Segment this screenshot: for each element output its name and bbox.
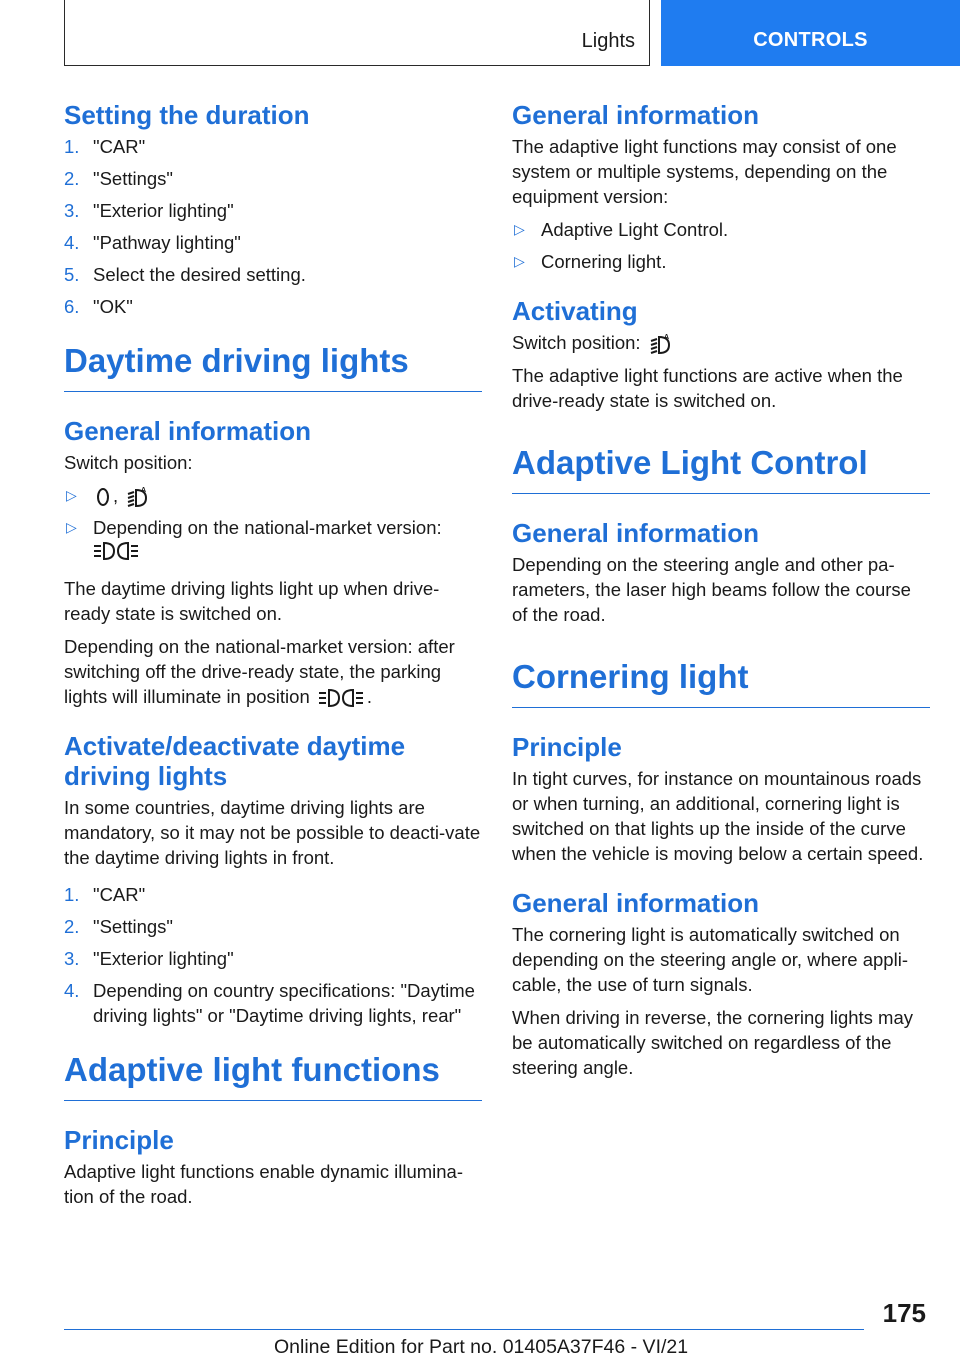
footer-edition: Online Edition for Part no. 01405A37F46 - VI/21	[274, 1336, 689, 1358]
list-item: 1. "CAR"	[64, 136, 146, 157]
adaptive-functions-title: Adaptive light functions	[64, 1050, 482, 1101]
svg-text:A: A	[141, 487, 147, 495]
list-item: ▷ Depending on the national-market version:	[64, 515, 482, 568]
list-item: 1. "CAR"	[64, 884, 146, 906]
right-column	[512, 100, 930, 1088]
header-box	[64, 0, 650, 66]
setting-duration-heading: Setting the duration	[64, 100, 310, 130]
adaptive-general-heading: General information	[512, 100, 760, 130]
list-item: 3. "Exterior lighting"	[64, 948, 234, 970]
cornering-para-1: The cornering light is automatically switched on depending on the steering angle or, where appli-cable, the use of turn signals.	[512, 924, 908, 996]
daytime-para-2: Depending on the national-market version: after switching off the drive-ready state, the parking lights will illuminate in position .	[64, 634, 482, 709]
daytime-lights-title: Daytime driving lights	[64, 341, 482, 392]
activating-para: The adaptive light functions are active when the drive-ready state is switched on.	[512, 365, 903, 412]
alc-title: Adaptive Light Control	[512, 443, 930, 494]
cornering-principle-para: In tight curves, for instance on mountainous roads or when turning, an additional, cornering light is switched on that lights up the inside of the curve when the vehicle is moving below a certain speed.	[512, 768, 924, 865]
header-section-title: Lights	[581, 30, 635, 52]
triangle-bullet-icon: ▷	[66, 519, 77, 536]
cornering-principle-heading: Principle	[512, 732, 622, 763]
list-item: ▷ Adaptive Light Control.	[514, 219, 729, 240]
automatic-headlight-icon	[126, 486, 150, 508]
adaptive-principle-para: Adaptive light functions enable dynamic illumina-tion of the road.	[64, 1161, 463, 1208]
alc-para: Depending on the steering angle and other pa-rameters, the laser high beams follow the course of the road.	[512, 554, 911, 626]
list-item: ▷ , A	[64, 483, 482, 508]
list-item: ▷ Cornering light.	[514, 251, 667, 272]
list-item: 4. Depending on country specifications: "Daytime driving lights" or "Daytime driving lights, rear"	[64, 980, 475, 1027]
adaptive-principle-heading: Principle	[64, 1125, 174, 1156]
daytime-activate-heading: Activate/deactivate daytime driving lights	[64, 731, 406, 792]
parking-lights-icon	[93, 540, 139, 562]
activating-heading: Activating	[512, 296, 638, 326]
triangle-bullet-icon: ▷	[514, 221, 525, 237]
page-number: 175	[882, 1298, 926, 1328]
list-item: 4. "Pathway lighting"	[64, 232, 241, 253]
svg-text:A: A	[663, 334, 669, 342]
parking-lights-icon	[318, 687, 364, 709]
list-item: 2. "Settings"	[64, 168, 173, 189]
daytime-activate-para: In some countries, daytime driving lights are mandatory, so it may not be possible to deacti-vate the daytime driving lights in front.	[64, 797, 481, 869]
footer-divider	[64, 1329, 864, 1330]
daytime-activate-steps	[64, 882, 482, 1028]
alc-general-heading: General information	[512, 518, 760, 549]
switch-zero-icon	[96, 487, 110, 507]
cornering-para-2: When driving in reverse, the cornering lights may be automatically switched on regardless of the steering angle.	[512, 1007, 914, 1079]
cornering-general-heading: General information	[512, 888, 760, 919]
activating-switch-position: Switch position: A	[512, 330, 930, 355]
cornering-title: Cornering light	[512, 657, 930, 708]
triangle-bullet-icon: ▷	[66, 487, 77, 503]
daytime-switch-position-label: Switch position:	[64, 452, 193, 473]
automatic-headlight-icon	[649, 333, 673, 355]
setting-duration-steps	[64, 134, 482, 319]
list-item: 6. "OK"	[64, 296, 133, 317]
daytime-para-1: The daytime driving lights light up when drive-ready state is switched on.	[64, 578, 440, 625]
adaptive-general-bullets	[512, 217, 930, 274]
triangle-bullet-icon: ▷	[514, 253, 525, 269]
left-column	[64, 100, 482, 1217]
list-item: 2. "Settings"	[64, 916, 173, 938]
adaptive-general-para: The adaptive light functions may consist of one system or multiple systems, depending on the equipment version:	[512, 136, 897, 207]
header-chapter-tab[interactable]: CONTROLS	[661, 0, 960, 66]
daytime-general-heading: General information	[64, 416, 312, 446]
daytime-switch-bullets	[64, 483, 482, 568]
list-item: 5. Select the desired setting.	[64, 264, 306, 285]
list-item: 3. "Exterior lighting"	[64, 200, 234, 221]
